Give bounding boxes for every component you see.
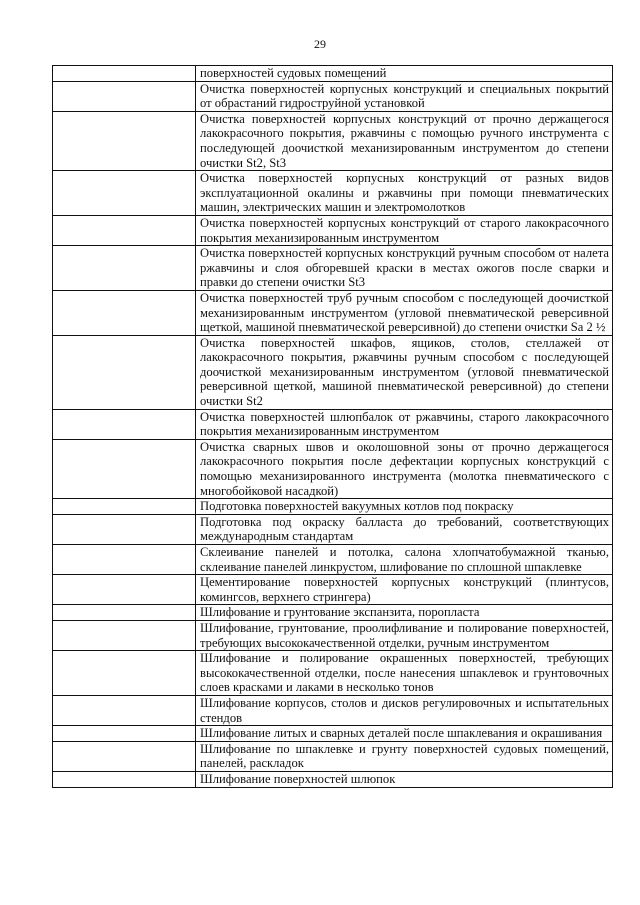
empty-cell bbox=[53, 695, 196, 725]
work-description: Цементирование поверхностей корпусных конструкций (плинтусов, комингсов, верхнего стрингера) bbox=[200, 575, 609, 604]
table-row bbox=[53, 514, 613, 544]
table-row bbox=[53, 771, 613, 787]
table-row bbox=[53, 499, 613, 515]
work-description: Очистка поверхностей корпусных конструкций и специальных покрытий от обрастаний гидроструйной установкой bbox=[200, 81, 609, 111]
table-row bbox=[53, 651, 613, 696]
work-description: Очистка поверхностей корпусных конструкций ручным способом от налета ржавчины и слоя обгоревшей краски в местах ожогов после сварки и правки до степени очистки St3 bbox=[200, 246, 609, 290]
work-description: Очистка поверхностей корпусных конструкций от старого лакокрасочного покрытия механизированным инструментом bbox=[200, 215, 609, 245]
empty-cell bbox=[53, 620, 196, 650]
empty-cell bbox=[53, 726, 196, 742]
work-description: Очистка поверхностей шкафов, ящиков, столов, стеллажей от лакокрасочного покрытия, ржавчины ручным способом с последующей доочисткой механизированным инструментом (угловой пневматической реверсивной щеткой, машиной пневматической реверсивной) до степени очистки St2 bbox=[200, 335, 609, 409]
empty-cell bbox=[53, 605, 196, 621]
table-row bbox=[53, 246, 613, 291]
work-description: Очистка поверхностей труб ручным способом с последующей доочисткой механизированным инструментом (угловой пневматической реверсивной щеткой, машиной пневматической реверсивной) до степени очистки Sa 2 ½ bbox=[200, 290, 609, 335]
empty-cell bbox=[53, 741, 196, 771]
empty-cell bbox=[53, 771, 196, 787]
table-row bbox=[53, 726, 613, 742]
table-row bbox=[53, 741, 613, 771]
table-row bbox=[53, 215, 613, 245]
work-description: Шлифование литых и сварных деталей после шпаклевания и окрашивания bbox=[200, 726, 603, 741]
work-description: Очистка сварных швов и околошовной зоны от прочно держащегося лакокрасочного покрытия после дефектации корпусных конструкций с помощью механизированного инструмента (молотка пневматического с многобойковой насадкой) bbox=[200, 439, 609, 498]
empty-cell bbox=[53, 171, 196, 216]
work-description: Шлифование корпусов, столов и дисков регулировочных и испытательных стендов bbox=[200, 695, 609, 725]
table-row bbox=[53, 335, 613, 409]
empty-cell bbox=[53, 81, 196, 111]
empty-cell bbox=[53, 290, 196, 335]
work-description: Шлифование по шпаклевке и грунту поверхностей судовых помещений, панелей, раскладок bbox=[200, 741, 609, 771]
work-description: Склеивание панелей и потолка, салона хлопчатобумажной тканью, склеивание панелей линкрустом, шлифование по сплошной шпаклевке bbox=[200, 545, 609, 574]
empty-cell bbox=[53, 111, 196, 170]
work-description: Очистка поверхностей корпусных конструкций от прочно держащегося лакокрасочного покрытия, ржавчины с помощью ручного инструмента с последующей доочисткой механизированным инструментом до степени очистки St2, St3 bbox=[200, 111, 609, 170]
empty-cell bbox=[53, 246, 196, 291]
empty-cell bbox=[53, 514, 196, 544]
table-row bbox=[53, 620, 613, 650]
page-number: 29 bbox=[314, 37, 326, 51]
table-row bbox=[53, 545, 613, 575]
table-row bbox=[53, 575, 613, 605]
empty-cell bbox=[53, 651, 196, 696]
work-description: Шлифование и полирование окрашенных поверхностей, требующих высококачественной отделки, после нанесения шпаклевок и грунтовочных слоев красками и лаками в несколько тонов bbox=[200, 651, 609, 695]
empty-cell bbox=[53, 335, 196, 409]
table-row bbox=[53, 605, 613, 621]
work-description: Очистка поверхностей шлюпбалок от ржавчины, старого лакокрасочного покрытия механизированным инструментом bbox=[200, 409, 609, 439]
table-row bbox=[53, 81, 613, 111]
empty-cell bbox=[53, 545, 196, 575]
empty-cell bbox=[53, 409, 196, 439]
work-description: поверхностей судовых помещений bbox=[200, 66, 387, 80]
table-row bbox=[53, 66, 613, 82]
work-description: Очистка поверхностей корпусных конструкций от разных видов эксплуатационной окалины и ржавчины при помощи пневматических машин, электрических машин и электромолотков bbox=[200, 171, 609, 215]
table-row bbox=[53, 111, 613, 170]
table-row bbox=[53, 171, 613, 216]
empty-cell bbox=[53, 66, 196, 82]
empty-cell bbox=[53, 439, 196, 498]
work-description: Шлифование, грунтование, проолифливание и полирование поверхностей, требующих высококачественной отделки, ручным инструментом bbox=[200, 620, 609, 650]
table-row bbox=[53, 409, 613, 439]
empty-cell bbox=[53, 215, 196, 245]
table-row bbox=[53, 290, 613, 335]
table-row bbox=[53, 439, 613, 498]
work-description: Шлифование поверхностей шлюпок bbox=[200, 771, 396, 786]
work-description: Подготовка поверхностей вакуумных котлов под покраску bbox=[200, 499, 514, 514]
work-types-table bbox=[52, 65, 613, 788]
work-description: Подготовка под окраску балласта до требований, соответствующих международным стандартам bbox=[200, 514, 609, 544]
table-row bbox=[53, 695, 613, 725]
empty-cell bbox=[53, 499, 196, 515]
work-description: Шлифование и грунтование экспанзита, поропласта bbox=[200, 605, 480, 620]
empty-cell bbox=[53, 575, 196, 605]
